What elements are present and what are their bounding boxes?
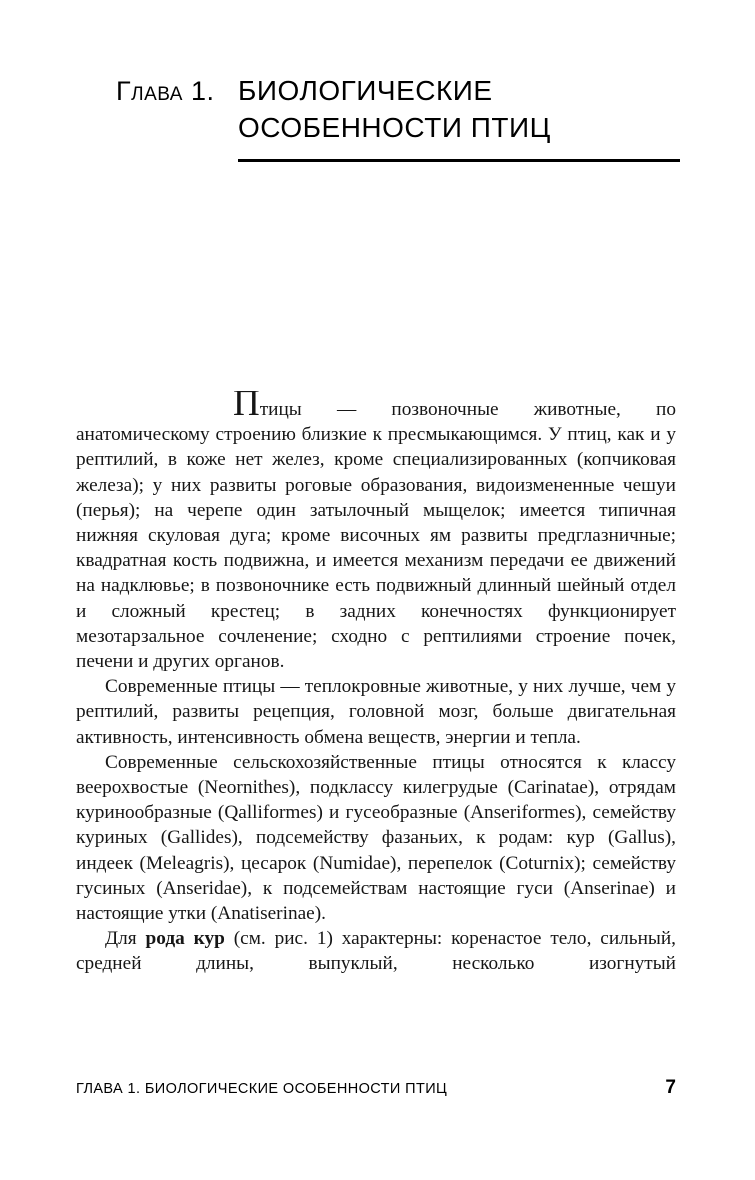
paragraph-4-text-before: Для	[105, 928, 146, 950]
chapter-label: Глава 1.	[116, 76, 215, 106]
paragraph-4-text-after: (см. рис. 1) характерны: коренастое тело, сильный, средней длины, выпуклый, несколько изогнутый	[76, 928, 676, 975]
page-footer	[76, 1077, 676, 1099]
paragraph-4	[76, 926, 676, 976]
chapter-title	[238, 72, 680, 162]
chapter-title-line1: БИОЛОГИЧЕСКИЕ	[238, 75, 493, 106]
page-number: 7	[665, 1077, 676, 1098]
paragraph-2: Современные птицы — теплокровные животные, у них лучше, чем у рептилий, развиты рецепция, головной мозг, больше двигательная активность, интенсивность обмена веществ, энергии и тепла.	[76, 676, 676, 748]
paragraph-1	[76, 391, 676, 674]
running-title: ГЛАВА 1. БИОЛОГИЧЕСКИЕ ОСОБЕННОСТИ ПТИЦ	[76, 1081, 448, 1097]
paragraph-3: Современные сельскохозяйственные птицы относятся к классу веерохвостые (Neornithes), подклассу килегрудые (Carinatae), отрядам куринообразные (Qalliformes) и гусеобразные (Anseriformes), семейству куриных (Gallides), подсемейству фазаньих, к родам: кур (Gallus), индеек (Meleagris), цесарок (Numidae), перепелок (Coturnix); семейству гусиных (Anseridae), к подсемействам настоящие гуси (Anserinae) и настоящие утки (Anatiserinae).	[76, 751, 676, 925]
paragraph-4-bold-term: рода кур	[145, 928, 225, 950]
body-text	[76, 391, 676, 977]
chapter-title-line2: ОСОБЕННОСТИ ПТИЦ	[238, 112, 551, 143]
heading-rule	[238, 159, 680, 162]
raised-initial-cap: П	[233, 391, 260, 424]
chapter-heading	[116, 72, 680, 162]
paragraph-1-text: тицы — позвоночные животные, по анатомическому строению близкие к пресмыкающимся. У птиц, как и у рептилий, в коже нет желез, кроме специализированных (копчиковая железа); у них развиты роговые образования, видоизмененные чешуи (перья); на черепе один затылочный мыщелок; имеется типичная нижняя скуловая дуга; кроме височных ям развиты предглазничные; квадратная кость подвижна, и имеется механизм передачи ее движений на надклювье; в позвоночнике есть подвижный длинный шейный отдел и сложный крестец; в задних конечностях функционирует мезотарзальное сочленение; сходно с рептилиями строение почек, печени и других органов.	[76, 399, 676, 673]
